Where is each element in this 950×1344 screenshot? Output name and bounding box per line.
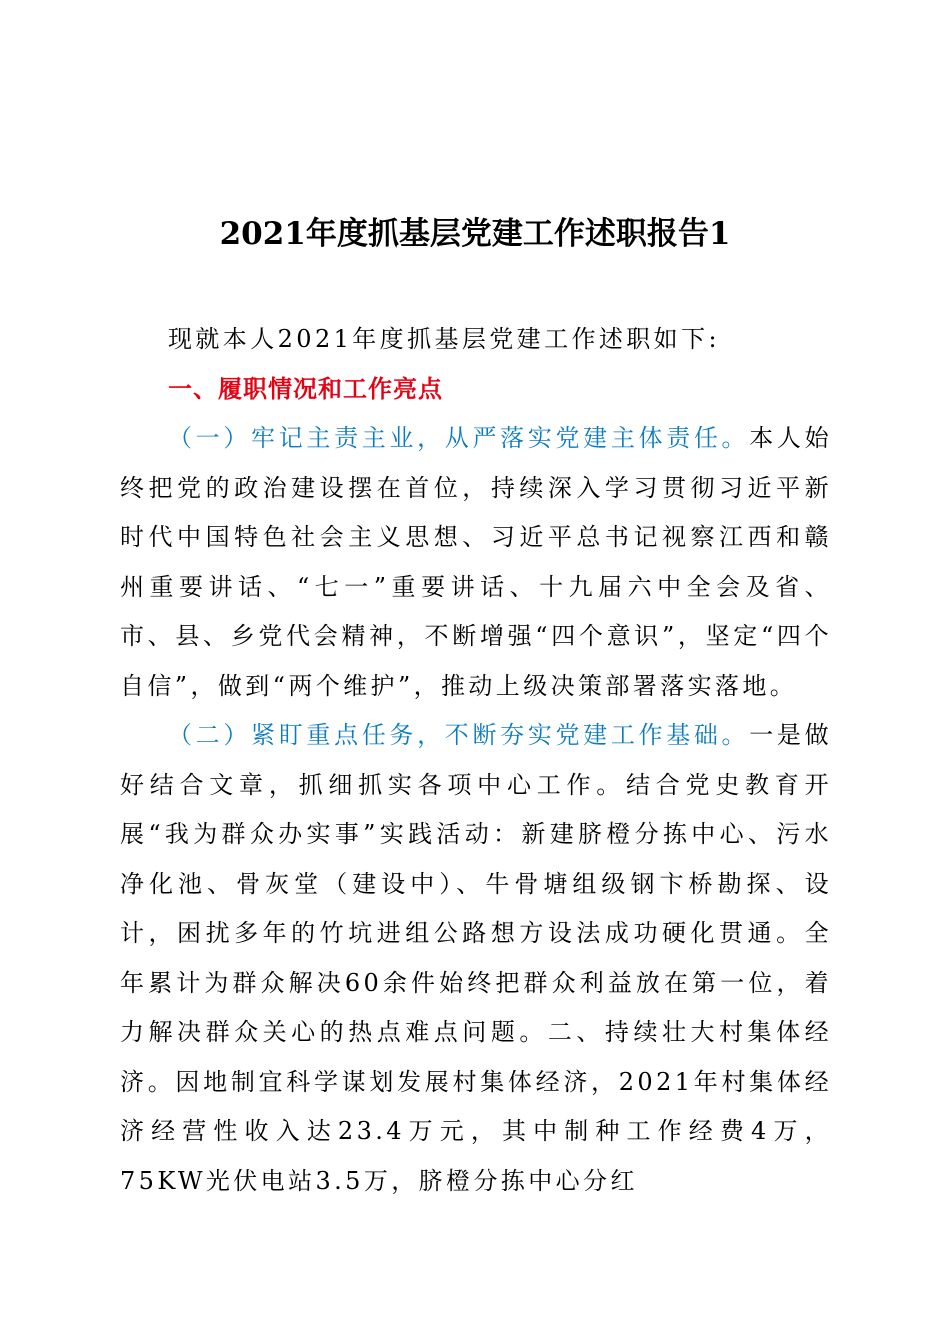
document-title: 2021年度抓基层党建工作述职报告1: [219, 216, 731, 252]
intro-paragraph: 现就本人2021年度抓基层党建工作述职如下:: [168, 325, 720, 353]
paragraph-1: [120, 414, 832, 711]
document-body: [120, 315, 832, 1206]
paragraph-2-body: 一是做好结合文章，抓细抓实各项中心工作。结合党史教育开展“我为群众办实事”实践活动：新建脐橙分拣中心、污水净化池、骨灰堂（建设中）、牛骨塘组级钢卞桥勘探、设计，困扰多年的竹坑进组公路想方设法成功硬化贯通。全年累计为群众解决60余件始终把群众利益放在第一位，着力解决群众关心的热点难点问题。二、持续壮大村集体经济。因地制宜科学谋划发展村集体经济，2021年村集体经济经营性收入达23.4万元，其中制种工作经费4万，75KW光伏电站3.5万，脐橙分拣中心分红: [120, 721, 832, 1195]
section-heading: 一、履职情况和工作亮点: [168, 374, 443, 403]
paragraph-1-subheading: （一）牢记主责主业，从严落实党建主体责任。: [168, 424, 750, 452]
paragraph-2: [120, 711, 832, 1206]
paragraph-1-body: 本人始终把党的政治建设摆在首位，持续深入学习贯彻习近平新时代中国特色社会主义思想、习近平总书记视察江西和赣州重要讲话、“七一”重要讲话、十九届六中全会及省、市、县、乡党代会精神，不断增强“四个意识”，坚定“四个自信”，做到“两个维护”，推动上级决策部署落实落地。: [120, 424, 832, 700]
paragraph-2-subheading: （二）紧盯重点任务，不断夯实党建工作基础。: [168, 721, 750, 749]
